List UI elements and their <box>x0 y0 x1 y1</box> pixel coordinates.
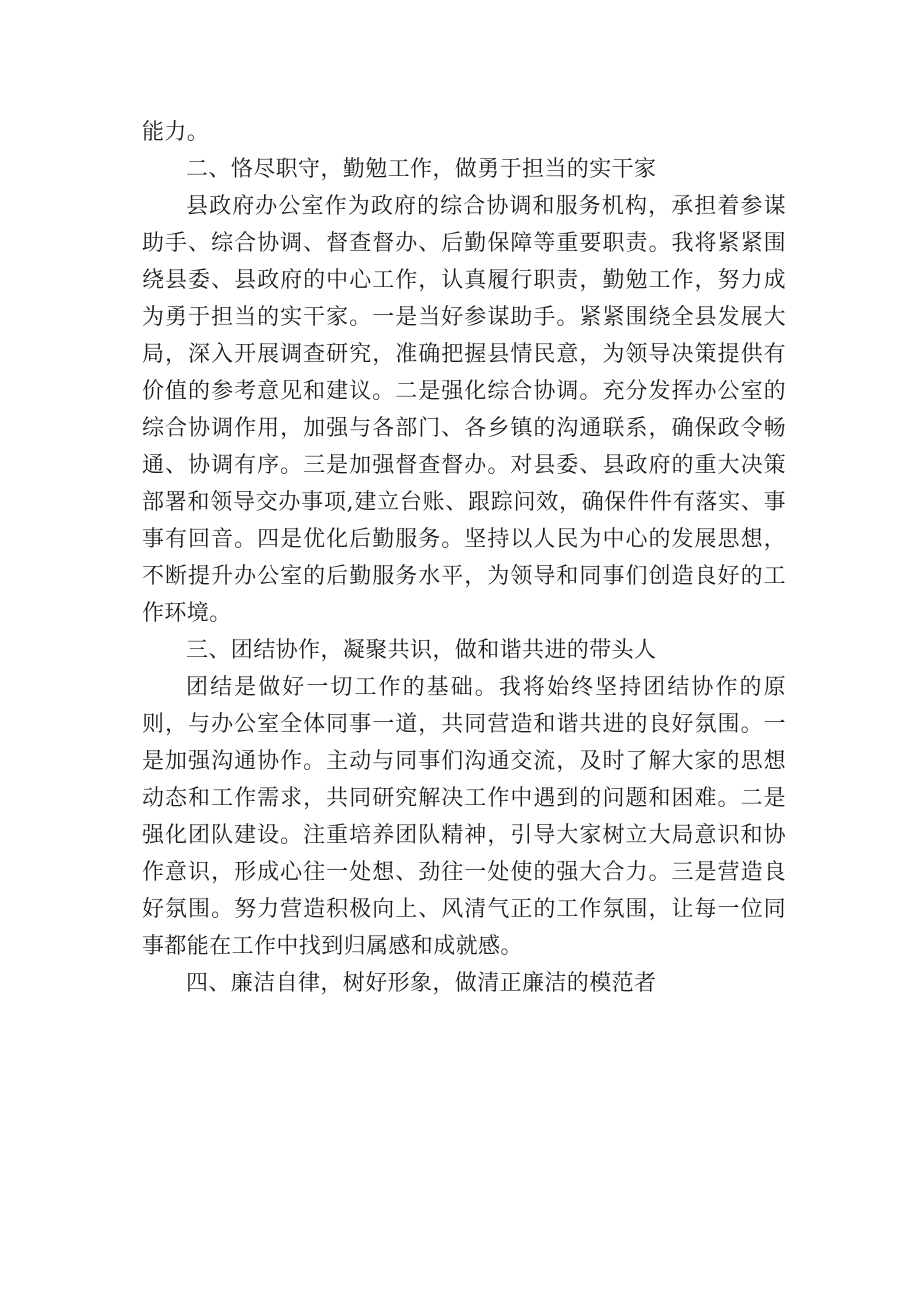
section-body-3: 团结是做好一切工作的基础。我将始终坚持团结协作的原则，与办公室全体同事一道，共同营造和谐共进的良好氛围。一是加强沟通协作。主动与同事们沟通交流，及时了解大家的思想动态和工作需求，共同研究解决工作中遇到的问题和困难。二是强化团队建设。注重培养团队精神，引导大家树立大局意识和协作意识，形成心往一处想、劲往一处使的强大合力。三是营造良好氛围。努力营造积极向上、风清气正的工作氛围，让每一位同事都能在工作中找到归属感和成就感。 <box>142 675 786 959</box>
document-body <box>142 114 786 1002</box>
section-heading-2: 二、恪尽职守，勤勉工作，做勇于担当的实干家 <box>186 157 657 182</box>
paragraph-continuation: 能力。 <box>142 120 210 145</box>
section-heading-4: 四、廉洁自律，树好形象，做清正廉洁的模范者 <box>186 971 657 996</box>
section-heading-3: 三、团结协作，凝聚共识，做和谐共进的带头人 <box>186 638 657 663</box>
section-body-2: 县政府办公室作为政府的综合协调和服务机构，承担着参谋助手、综合协调、督查督办、后勤保障等重要职责。我将紧紧围绕县委、县政府的中心工作，认真履行职责，勤勉工作，努力成为勇于担当的实干家。一是当好参谋助手。紧紧围绕全县发展大局，深入开展调查研究，准确把握县情民意，为领导决策提供有价值的参考意见和建议。二是强化综合协调。充分发挥办公室的综合协调作用，加强与各部门、各乡镇的沟通联系，确保政令畅通、协调有序。三是加强督查督办。对县委、县政府的重大决策部署和领导交办事项,建立台账、跟踪问效，确保件件有落实、事事有回音。四是优化后勤服务。坚持以人民为中心的发展思想，不断提升办公室的后勤服务水平，为领导和同事们创造良好的工作环境。 <box>142 194 786 626</box>
